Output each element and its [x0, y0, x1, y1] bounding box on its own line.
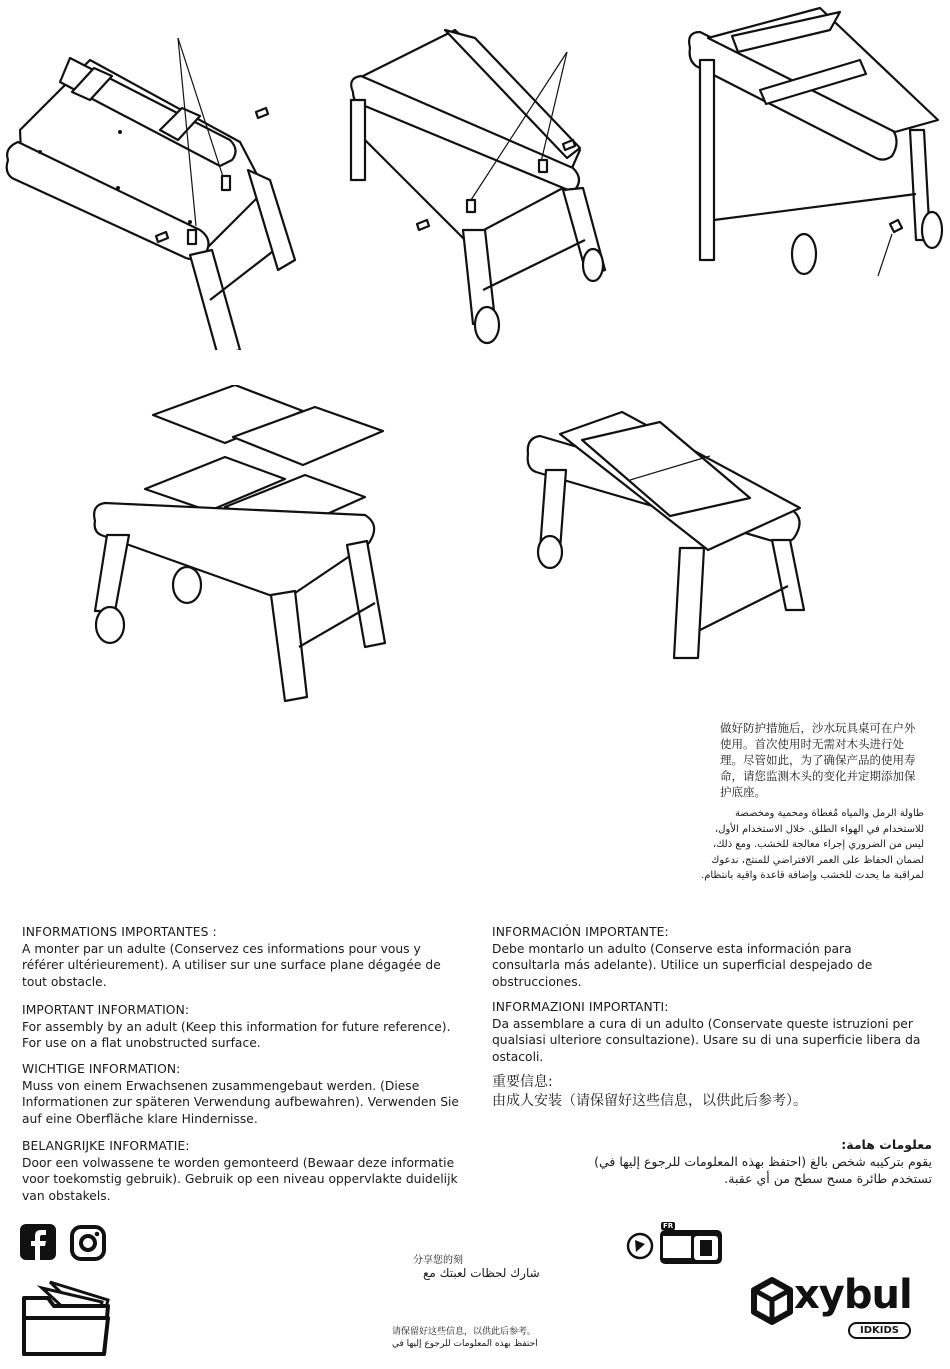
- care-note-arabic: طاولة الرمل والمياه مُغطاة ومحمية ومخصصة للاستخدام في الهواء الطلق. خلال الاستخدام الأول، ليس من الضروري إجراء معالجة للخشب. ومع ذلك، لضمان الحفاظ على العمر الافتراضي للمنتج، ندعوك لمراقبة ما يحدث للخشب وإضافة قاعدة واقية بانتظام.: [701, 808, 924, 881]
- instagram-icon[interactable]: [70, 1225, 106, 1261]
- info-french-body: A monter par un adulte (Conservez ces informations pour vous y référer ultérieurement). A utiliser sur une surface plane dégagée de tout obstacle.: [22, 941, 441, 989]
- keep-info-block: [392, 1326, 538, 1350]
- info-spanish: [492, 924, 922, 990]
- keep-info-arabic: احتفظ بهذه المعلومات للرجوع إليها في: [392, 1339, 538, 1349]
- info-french: [22, 924, 464, 990]
- info-chinese-heading: 重要信息:: [492, 1074, 553, 1090]
- brand-subname-text: IDKIDS: [860, 1325, 899, 1336]
- info-english-heading: IMPORTANT INFORMATION:: [22, 1003, 190, 1017]
- info-german-body: Muss von einem Erwachsenen zusammengebaut werden. (Diese Informationen zur späteren Verwendung aufbewahren). Verwenden Sie auf eine Oberfläche klare Hindernisse.: [22, 1078, 459, 1126]
- share-block: [413, 1254, 540, 1280]
- info-english-body: For assembly by an adult (Keep this information for future reference). For use on a flat unobstructed surface.: [22, 1019, 451, 1050]
- info-french-heading: INFORMATIONS IMPORTANTES :: [22, 925, 217, 939]
- info-arabic-heading: معلومات هامة:: [841, 1137, 932, 1152]
- info-italian: [492, 999, 922, 1065]
- info-spanish-body: Debe montarlo un adulto (Conserve esta información para consultarla más adelante). Utilice un superficial despejado de obstrucciones.: [492, 941, 873, 989]
- info-german: [22, 1061, 464, 1127]
- info-arabic: [492, 1136, 932, 1187]
- assembly-step-5-illustration: [520, 400, 820, 670]
- triman-recycling-logo: [626, 1222, 726, 1266]
- keep-info-chinese: 请保留好这些信息，以供此后参考。: [392, 1327, 537, 1337]
- info-spanish-heading: INFORMACIÓN IMPORTANTE:: [492, 925, 669, 939]
- assembly-step-4-illustration: [85, 385, 395, 705]
- share-chinese: 分享您的刻: [413, 1255, 463, 1266]
- folder-icon: [20, 1278, 112, 1358]
- triman-icon: [626, 1222, 726, 1266]
- info-german-heading: WICHTIGE INFORMATION:: [22, 1062, 181, 1076]
- info-arabic-line2: تستخدم طائرة مسح سطح من أي عقبة.: [724, 1171, 932, 1186]
- triman-badge: FR: [663, 1222, 674, 1230]
- info-arabic-line1: يقوم بتركيبه شخص بالغ (احتفظ بهذه المعلومات للرجوع إليها في): [594, 1154, 932, 1169]
- assembly-step-2-illustration: [335, 20, 615, 350]
- share-arabic: شارك لحظات لعبتك مع: [423, 1266, 540, 1280]
- info-dutch-heading: BELANGRIJKE INFORMATIE:: [22, 1139, 190, 1153]
- brand-name: xybul: [794, 1272, 912, 1318]
- info-dutch-body: Door een volwassene te worden gemonteerd (Bewaar deze informatie voor toekomstig gebruik). Gebruik op een niveau oppervlakte duidelijk van obstakels.: [22, 1155, 458, 1203]
- info-chinese: [492, 1073, 922, 1111]
- info-dutch: [22, 1138, 464, 1204]
- info-italian-heading: INFORMAZIONI IMPORTANTI:: [492, 1000, 669, 1014]
- assembly-step-1-illustration: [0, 30, 310, 350]
- oxybul-brand-logo: [750, 1272, 930, 1352]
- info-english: [22, 1002, 464, 1052]
- brand-subname: [848, 1322, 911, 1339]
- cube-logo-icon: [750, 1276, 794, 1326]
- info-italian-body: Da assemblare a cura di un adulto (Conservate queste istruzioni per qualsiasi ulteriore consultazione). Usare su di una superficie libera da ostacoli.: [492, 1016, 921, 1064]
- assembly-step-3-illustration: [680, 0, 950, 290]
- care-note-chinese: 做好防护措施后，沙水玩具桌可在户外使用。首次使用时无需对木头进行处理。尽管如此，为了确保产品的使用寿命，请您监测木头的变化并定期添加保护底座。: [720, 721, 916, 799]
- info-chinese-body: 由成人安装（请保留好这些信息，以供此后参考）。: [492, 1093, 807, 1109]
- facebook-icon[interactable]: [20, 1224, 56, 1260]
